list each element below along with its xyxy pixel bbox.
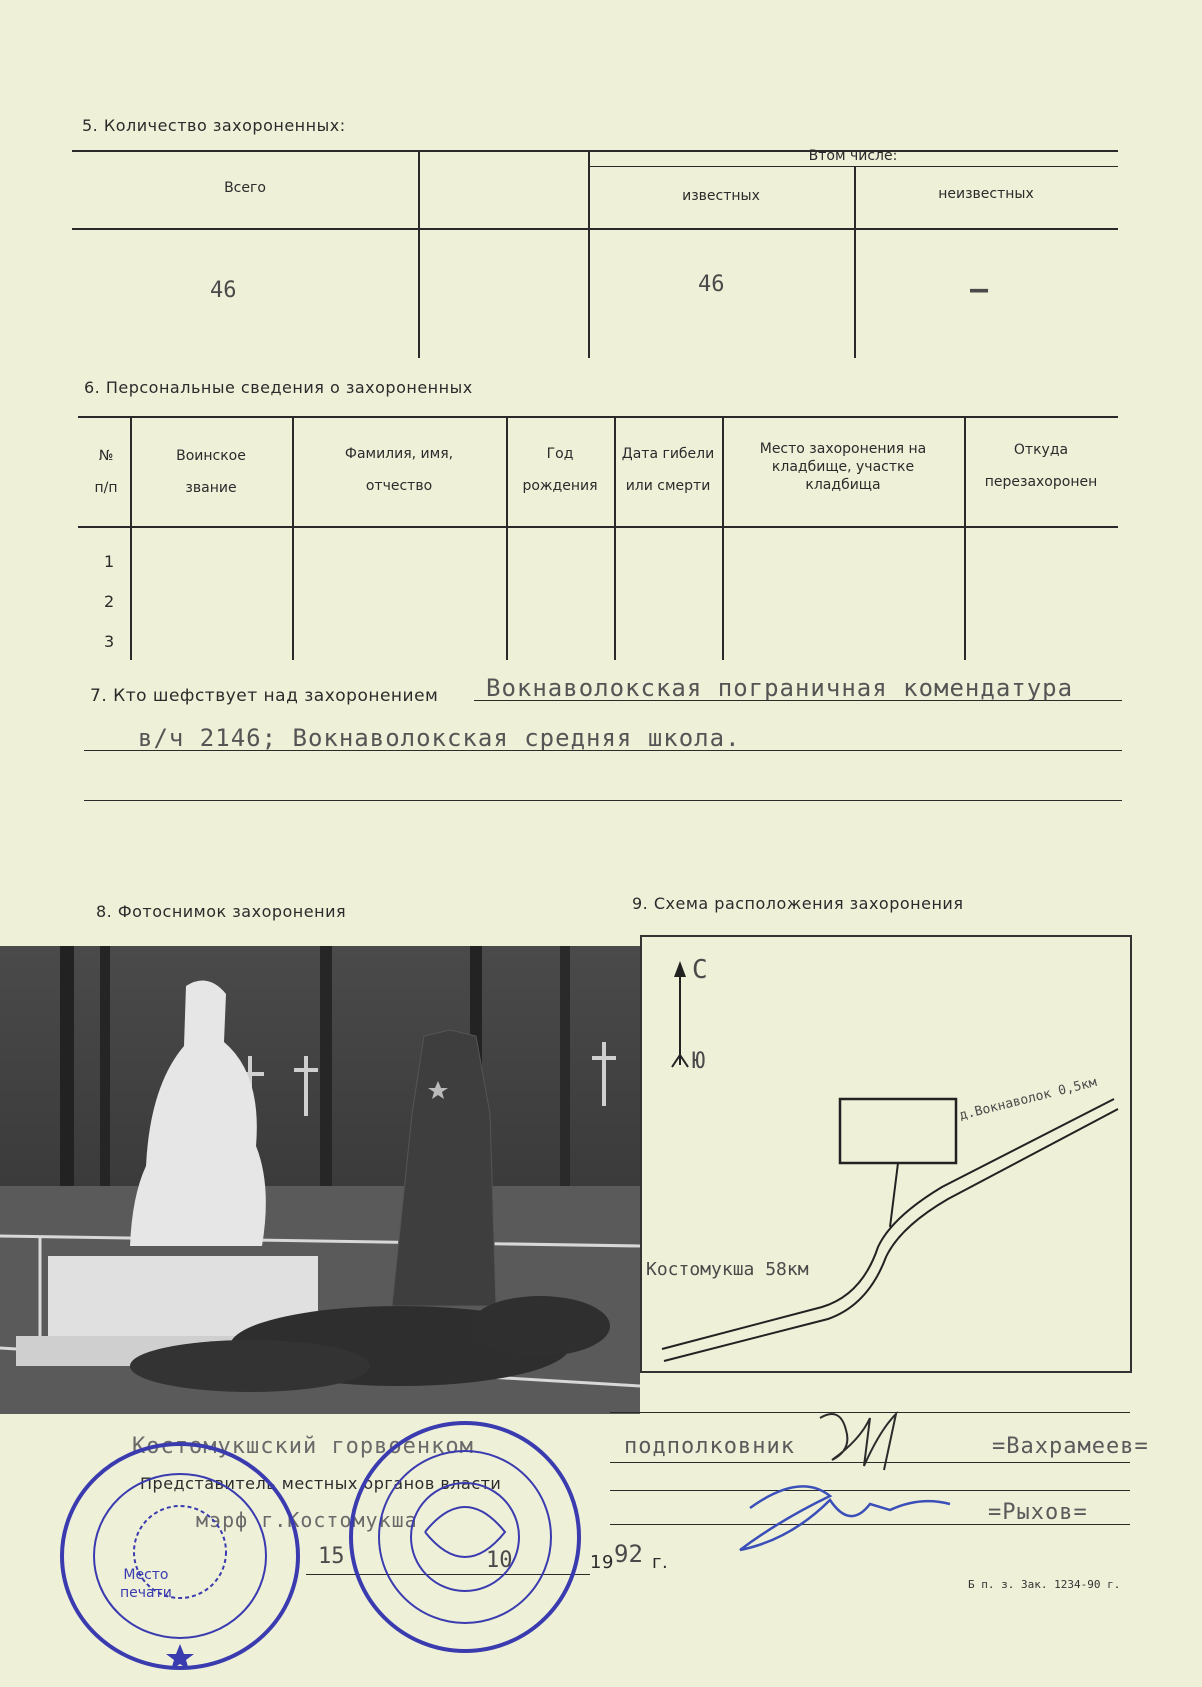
- burial-photo-image: [0, 946, 640, 1414]
- road-from-label: Костомукша 58км: [646, 1259, 809, 1280]
- header-name: Фамилия, имя, отчество: [344, 446, 454, 494]
- header-burial-place: Место захоронения на кладбище, участке кладбища: [759, 441, 927, 493]
- date-year: 92: [614, 1540, 643, 1568]
- table6-header-border: [78, 526, 1118, 528]
- total-value: 46: [210, 278, 237, 303]
- fill-line: [84, 750, 1122, 751]
- row-number: 3: [104, 632, 115, 651]
- location-scheme: [640, 935, 1132, 1373]
- road-to-label: д.Вокнаволок 0,5км: [958, 1074, 1099, 1124]
- fill-line: [84, 800, 1122, 801]
- row-number: 1: [104, 552, 115, 571]
- col-known-header: известных: [682, 188, 760, 204]
- burial-photo: [0, 946, 640, 1414]
- header-birth-year: Год рождения: [522, 446, 598, 494]
- south-label: Ю: [692, 1049, 706, 1074]
- org-line-1: Костомукшский горвоенком: [132, 1434, 474, 1459]
- north-label: С: [692, 955, 708, 985]
- unknown-value: —: [970, 272, 989, 307]
- known-value: 46: [698, 272, 725, 297]
- col-total-header: Всего: [224, 180, 266, 196]
- section-8-title: 8. Фотоснимок захоронения: [96, 902, 347, 921]
- city-council-seal: [340, 1412, 590, 1662]
- date-day: 15: [318, 1544, 345, 1569]
- patron-line-1: Вокнаволокская пограничная комендатура: [486, 674, 1074, 702]
- header-rank: Воинское звание: [176, 448, 246, 496]
- table5-divider: [418, 150, 420, 358]
- date-month: 10: [486, 1548, 513, 1573]
- header-death-date: Дата гибели или смерти: [621, 446, 715, 494]
- table6-top-border: [78, 416, 1118, 418]
- signer-name-2: =Рыхов=: [988, 1500, 1088, 1525]
- date-suffix: г.: [652, 1552, 669, 1573]
- section-5-title: 5. Количество захороненных:: [82, 116, 346, 135]
- section-9-title: 9. Схема расположения захоронения: [632, 894, 964, 913]
- org-line-2: Представитель местных органов власти: [140, 1474, 502, 1493]
- table5-header-border: [72, 228, 1118, 230]
- section-6-title: 6. Персональные сведения о захороненных: [84, 378, 473, 397]
- fill-line: [474, 700, 1122, 701]
- patron-line-2: в/ч 2146; Вокнаволокская средняя школа.: [138, 724, 741, 752]
- section-7-label: 7. Кто шефствует над захоронением: [90, 686, 439, 706]
- col-including-header: Втом числе:: [808, 148, 898, 164]
- table5-sub-border: [588, 166, 1118, 167]
- military-commissariat-seal: [50, 1432, 310, 1680]
- col-unknown-header: неизвестных: [938, 186, 1034, 202]
- signer-name-1: =Вахрамеев=: [992, 1434, 1149, 1459]
- scheme-drawing: [642, 937, 1130, 1371]
- stamp-place-label: Место печати: [120, 1567, 172, 1601]
- signature-scribbles: [720, 1400, 980, 1570]
- org-line-3: мэрф г.Костомукша: [196, 1508, 418, 1532]
- row-number: 2: [104, 592, 115, 611]
- date-year-prefix: 19: [590, 1552, 614, 1573]
- header-reburied-from: Откуда перезахоронен: [984, 442, 1098, 490]
- header-number: № п/п: [94, 448, 118, 496]
- table5-divider: [588, 150, 590, 358]
- rank-label: подполковник: [624, 1434, 795, 1459]
- print-info: Б п. з. Зак. 1234-90 г.: [968, 1578, 1121, 1591]
